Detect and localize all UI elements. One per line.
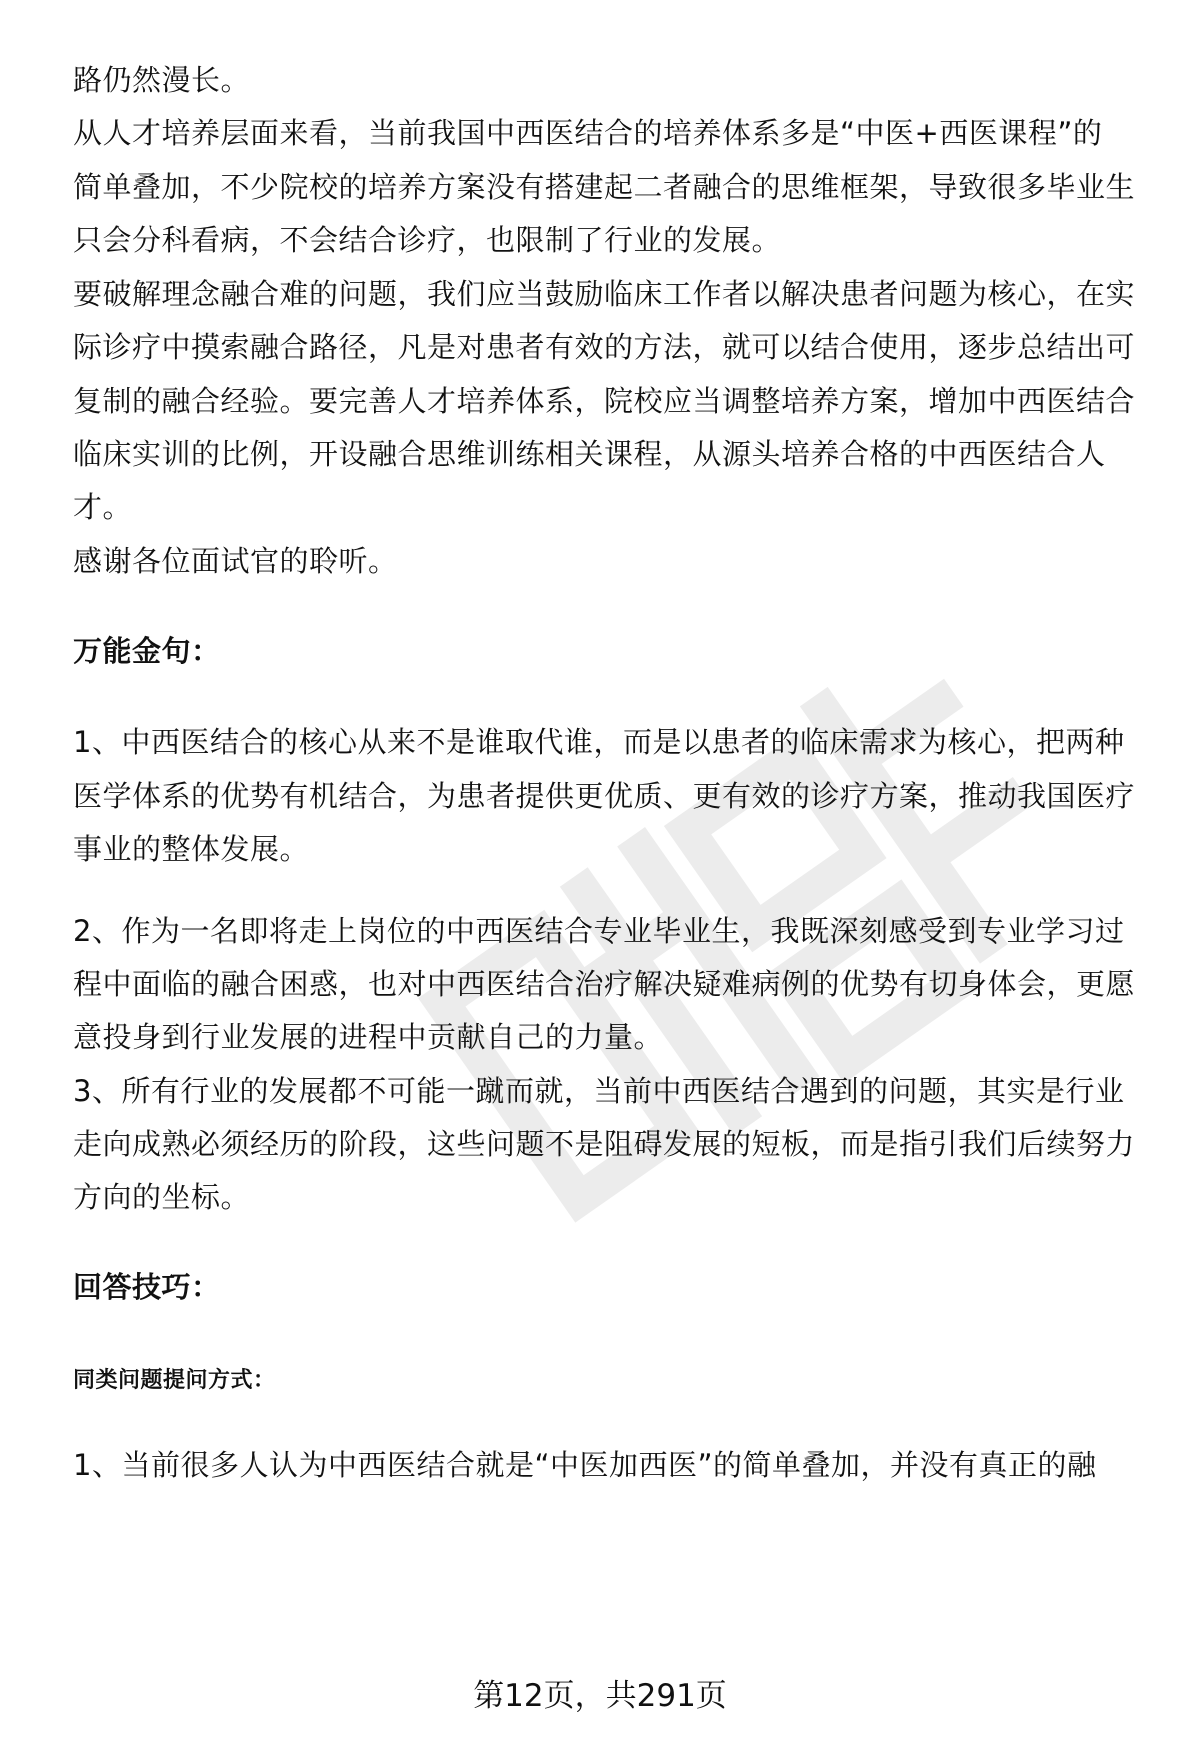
body-text-line: 际诊疗中摸索融合路径，凡是对患者有效的方法，就可以结合使用，逐步总结出可: [73, 330, 1136, 364]
body-text-line: 只会分科看病，不会结合诊疗，也限制了行业的发展。: [73, 223, 782, 257]
body-text-line: 才。: [73, 490, 133, 524]
list-item-line: 3、所有行业的发展都不可能一蹴而就，当前中西医结合遇到的问题，其实是行业: [73, 1074, 1125, 1108]
list-item-line: 2、作为一名即将走上岗位的中西医结合专业毕业生，我既深刻感受到专业学习过: [73, 914, 1125, 948]
list-item-line: 走向成熟必须经历的阶段，这些问题不是阻碍发展的短板，而是指引我们后续努力: [73, 1127, 1136, 1161]
list-item-line: 事业的整体发展。: [73, 832, 310, 866]
list-item-line: 意投身到行业发展的进程中贡献自己的力量。: [73, 1020, 664, 1054]
section-heading-golden-sentences: 万能金句：: [73, 634, 221, 668]
body-text-line: 要破解理念融合难的问题，我们应当鼓励临床工作者以解决患者问题为核心，在实: [73, 277, 1136, 311]
section-heading-answer-tips: 回答技巧：: [73, 1270, 221, 1304]
body-text-line: 从人才培养层面来看，当前我国中西医结合的培养体系多是“中医+西医课程”的: [73, 116, 1103, 150]
body-text-line: 简单叠加，不少院校的培养方案没有搭建起二者融合的思维框架，导致很多毕业生: [73, 170, 1136, 204]
body-text-line: 临床实训的比例，开设融合思维训练相关课程，从源头培养合格的中西医结合人: [73, 437, 1106, 471]
list-item-line: 程中面临的融合困惑，也对中西医结合治疗解决疑难病例的优势有切身体会，更愿: [73, 967, 1136, 1001]
body-text-line: 复制的融合经验。要完善人才培养体系，院校应当调整培养方案，增加中西医结合: [73, 384, 1136, 418]
list-item-line: 1、中西医结合的核心从来不是谁取代谁，而是以患者的临床需求为核心，把两种: [73, 725, 1125, 759]
page-number: 第12页，共291页: [473, 1678, 727, 1714]
body-text-line: 感谢各位面试官的聆听。: [73, 544, 398, 578]
list-item-line: 医学体系的优势有机结合，为患者提供更优质、更有效的诊疗方案，推动我国医疗: [73, 779, 1136, 813]
list-item-line: 1、当前很多人认为中西医结合就是“中医加西医”的简单叠加，并没有真正的融: [73, 1448, 1097, 1482]
body-text-line: 路仍然漫长。: [73, 63, 251, 97]
list-item-line: 方向的坐标。: [73, 1180, 251, 1214]
subheading-similar-questions: 同类问题提问方式：: [73, 1368, 276, 1393]
